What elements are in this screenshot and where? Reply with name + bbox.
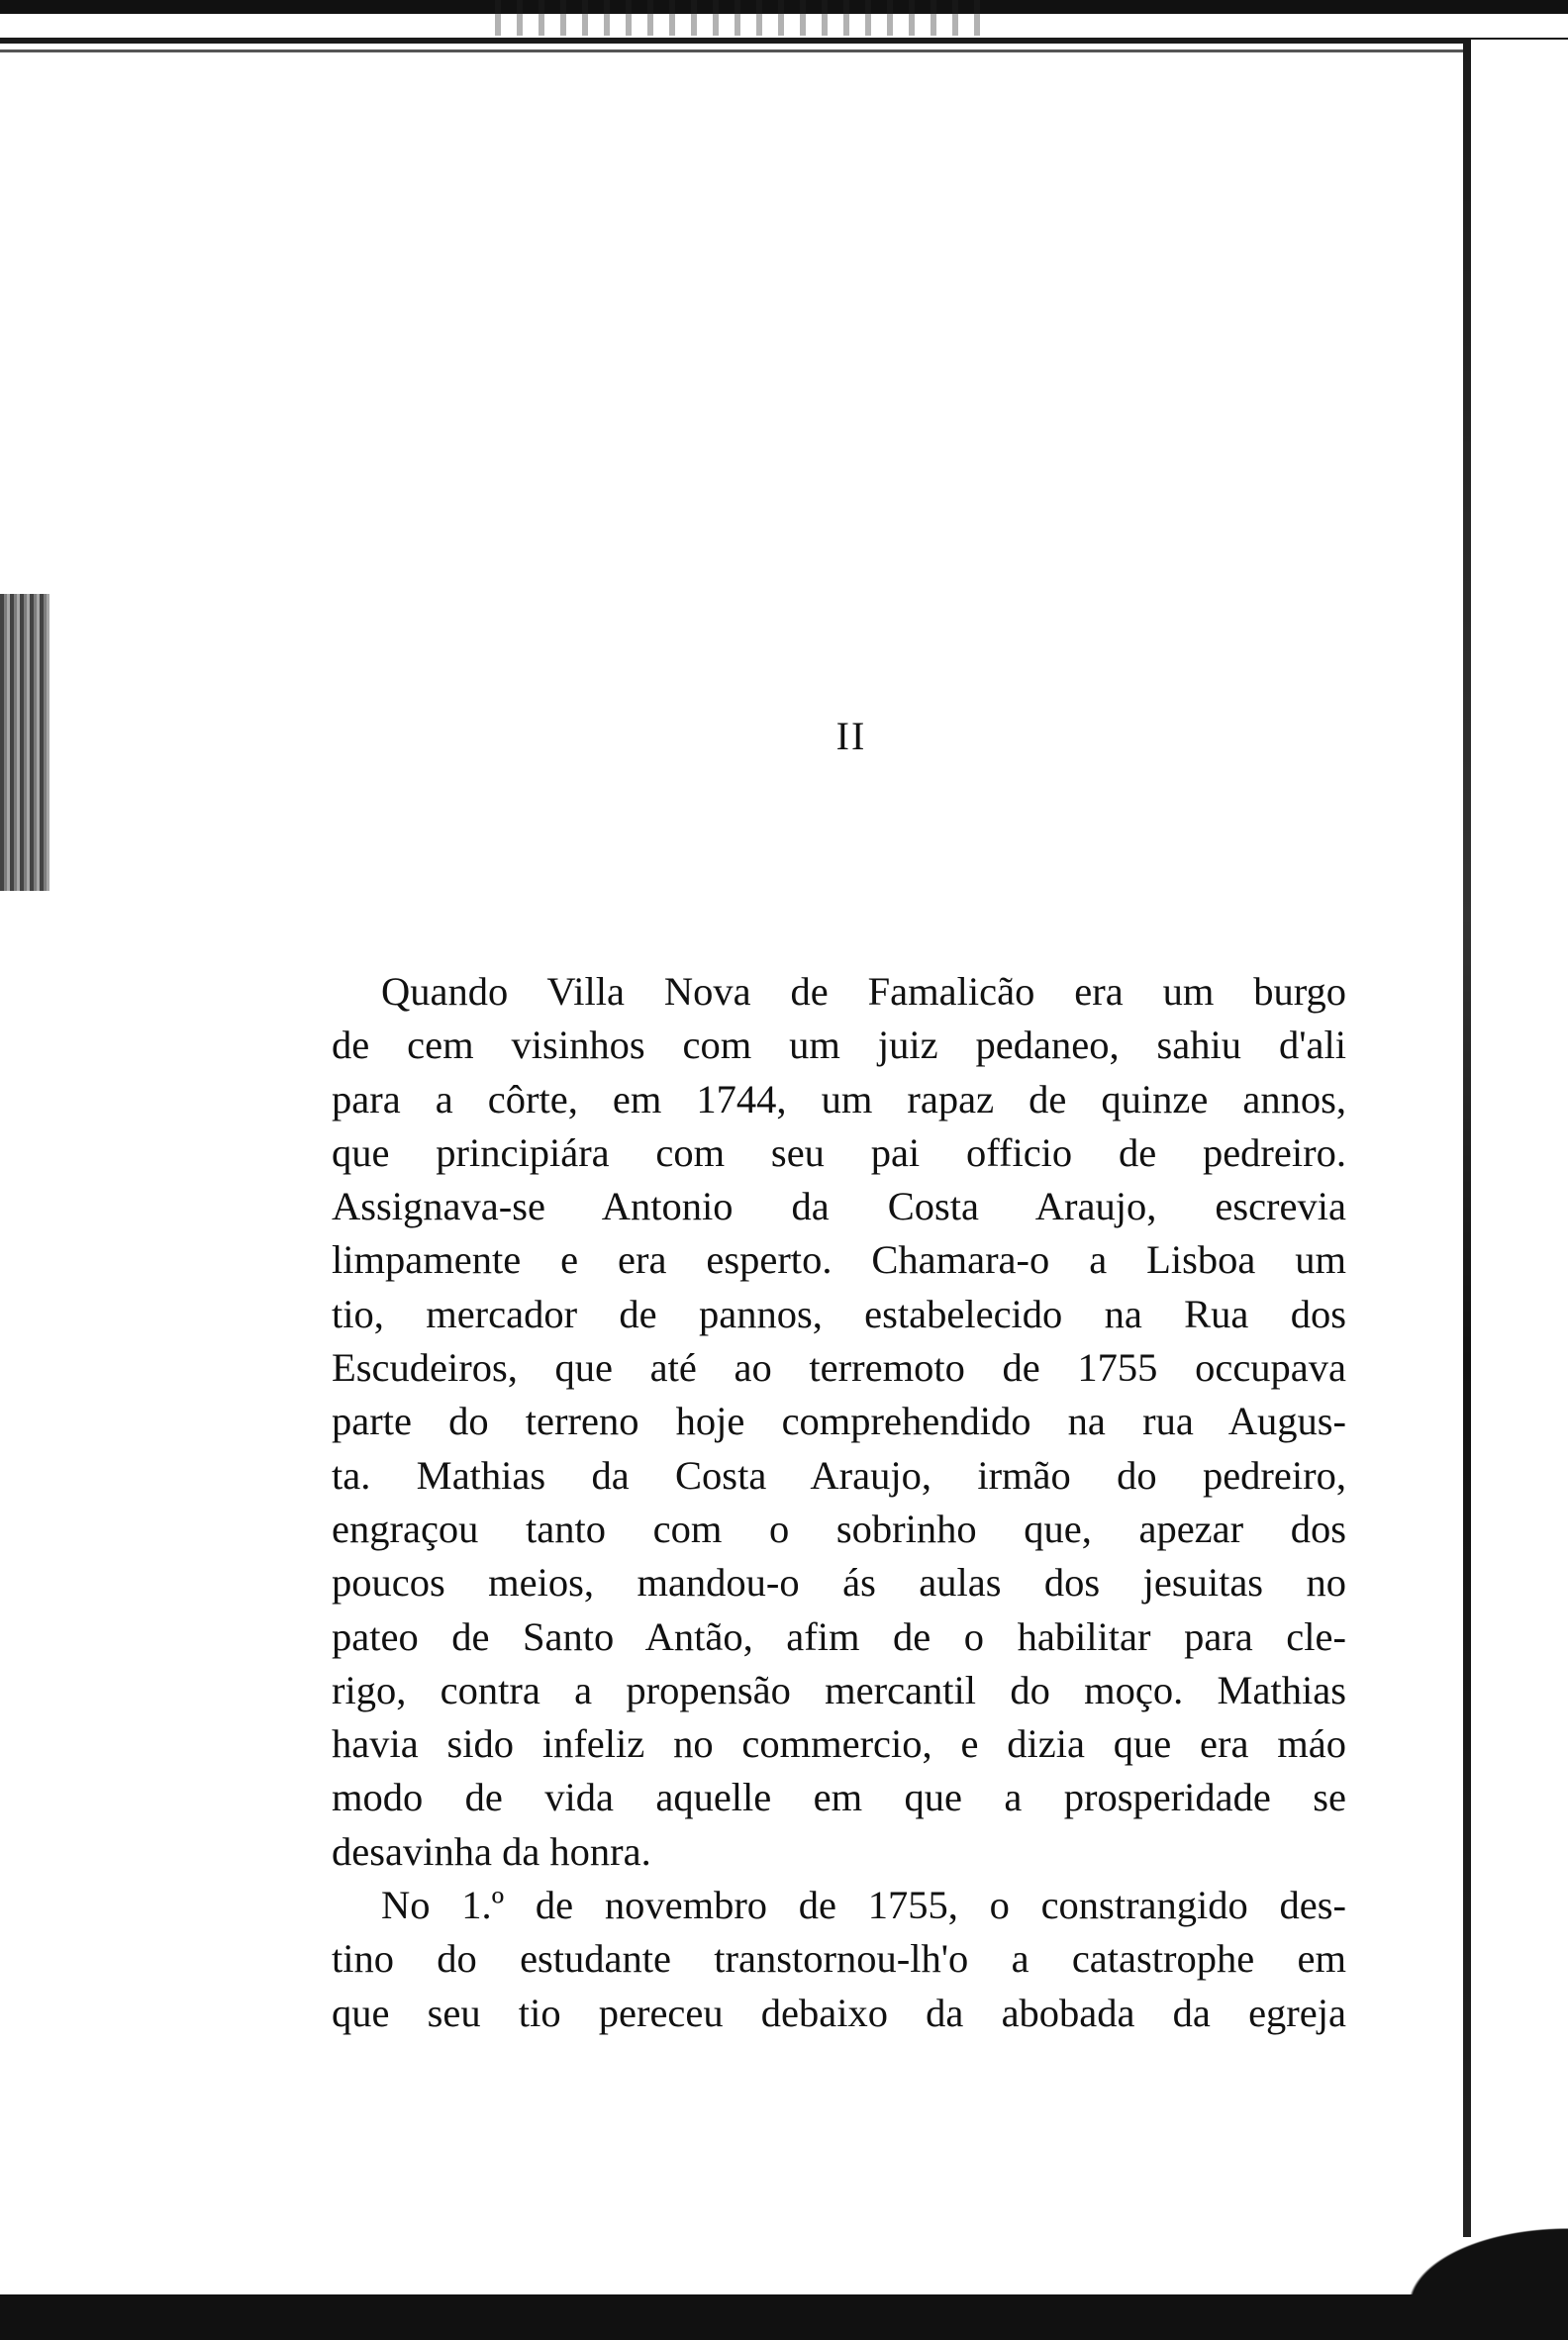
page-right-edge [1463, 40, 1471, 2237]
text-line: para a côrte, em 1744, um rapaz de quinze annos, [332, 1076, 1346, 1121]
text-line: rigo, contra a propensão mercantil do moço. Mathias [332, 1667, 1346, 1712]
text-line: Assignava-se Antonio da Costa Araujo, escrevia [332, 1184, 1346, 1229]
text-line: pateo de Santo Antão, afim de o habilitar para cle- [332, 1613, 1346, 1659]
text-line: havia sido infeliz no commercio, e dizia que era máo [332, 1721, 1346, 1767]
adjacent-page-margin [1471, 40, 1568, 2336]
scan-bottom-curl [1366, 2207, 1568, 2306]
text-line: Escudeiros, que até ao terremoto de 1755 occupava [332, 1345, 1346, 1391]
scan-bottom-border [0, 2294, 1568, 2340]
chapter-number: II [835, 714, 867, 758]
text-line: Quando Villa Nova de Famalicão era um burgo [381, 969, 1346, 1014]
text-line: tio, mercador de pannos, estabelecido na Rua dos [332, 1291, 1346, 1336]
text-line: que principiára com seu pai officio de pedreiro. [332, 1129, 1346, 1175]
paragraph-2 [332, 1879, 1346, 2040]
text-line: modo de vida aquelle em que a prosperidade se [332, 1775, 1346, 1820]
text-line: poucos meios, mandou-o ás aulas dos jesuitas no [332, 1560, 1346, 1606]
scan-left-artifact [0, 594, 49, 891]
scan-top-noise [495, 0, 990, 36]
scan-top-rule [0, 38, 1568, 57]
text-line: que seu tio pereceu debaixo da abobada da egreja [332, 1990, 1346, 2035]
text-line: ta. Mathias da Costa Araujo, irmão do pedreiro, [332, 1452, 1346, 1498]
text-line: engraçou tanto com o sobrinho que, apezar dos [332, 1506, 1346, 1551]
text-line: de cem visinhos com um juiz pedaneo, sahiu d'ali [332, 1023, 1346, 1068]
text-line: desavinha da honra. [332, 1828, 651, 1874]
text-line: No 1.º de novembro de 1755, o constrangido des- [381, 1883, 1346, 1928]
text-line: tino do estudante transtornou-lh'o a catastrophe em [332, 1936, 1346, 1982]
body-text [332, 965, 1346, 2040]
text-line: parte do terreno hoje comprehendido na rua Augus- [332, 1399, 1346, 1444]
paragraph-1 [332, 965, 1346, 1879]
text-line: limpamente e era esperto. Chamara-o a Lisboa um [332, 1237, 1346, 1283]
